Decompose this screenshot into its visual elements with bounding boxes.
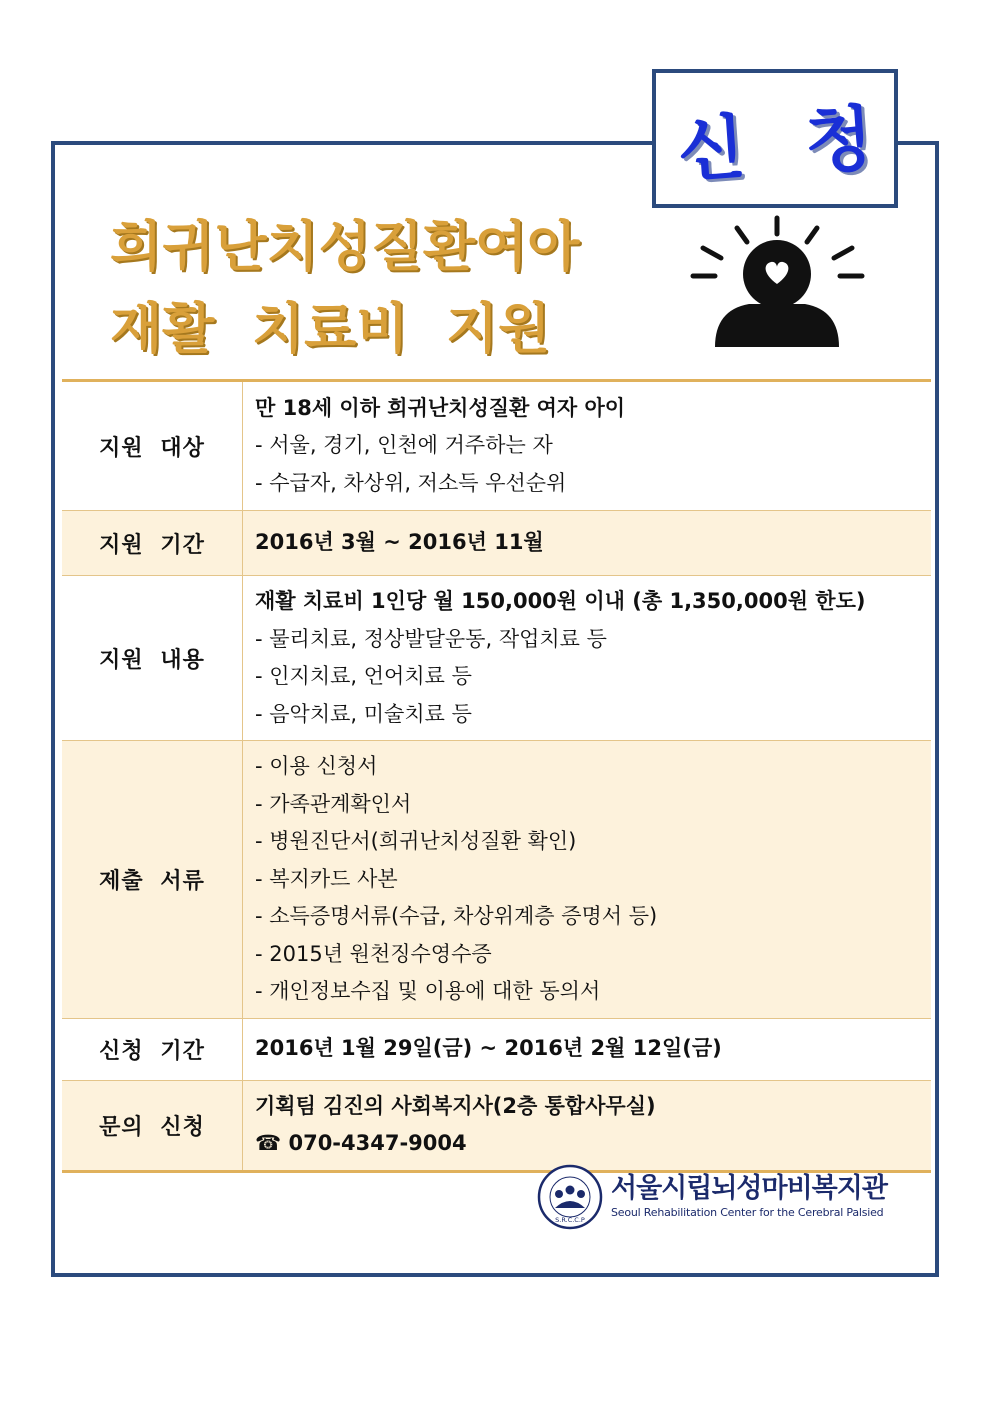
document-item: - 복지카드 사본 [255, 866, 398, 891]
organization-english-name: Seoul Rehabilitation Center for the Cerebral Palsied [611, 1206, 884, 1219]
document-item: - 가족관계확인서 [255, 791, 412, 816]
target-line: - 서울, 경기, 인천에 거주하는 자 [255, 433, 553, 458]
document-item: - 이용 신청서 [255, 754, 378, 778]
row-body-documents [243, 741, 932, 1019]
apply-period-line: 2016년 1월 29일(금) ~ 2016년 2월 12일(금) [255, 1036, 722, 1061]
row-apply-period [62, 1018, 931, 1080]
row-header-documents: 제출 서류 [62, 741, 243, 1019]
document-item: - 소득증명서류(수급, 차상위계층 증명서 등) [255, 904, 658, 928]
contact-phone: ☎ 070-4347-9004 [255, 1131, 467, 1155]
row-content [62, 576, 931, 741]
row-body-contact [243, 1080, 932, 1171]
document-item: - 병원진단서(희귀난치성질환 확인) [255, 829, 577, 853]
content-line: - 음악치료, 미술치료 등 [255, 701, 472, 726]
organization-name: 서울시립뇌성마비복지관 [611, 1173, 887, 1204]
row-body-apply-period [243, 1018, 932, 1080]
row-target [62, 381, 931, 511]
row-header-contact: 문의 신청 [62, 1080, 243, 1171]
contact-person: 기획팀 김진의 사회복지사(2층 통합사무실) [255, 1093, 656, 1118]
row-body-support-period [243, 511, 932, 576]
row-contact [62, 1080, 931, 1171]
organization-emblem-icon [537, 1164, 603, 1230]
row-header-apply-period: 신청 기간 [62, 1018, 243, 1080]
poster-title [110, 205, 579, 369]
organization-logo [537, 1162, 937, 1230]
document-item: - 2015년 원천징수영수증 [255, 941, 492, 966]
row-header-support-period: 지원 기간 [62, 511, 243, 576]
stamp-label: 신 청 [674, 95, 894, 193]
content-line: - 물리치료, 정상발달운동, 작업치료 등 [255, 626, 607, 651]
row-documents [62, 741, 931, 1019]
document-item: - 개인정보수집 및 이용에 대한 동의서 [255, 979, 601, 1003]
person-heart-icon [685, 212, 870, 347]
target-line: - 수급자, 차상위, 저소득 우선순위 [255, 470, 567, 495]
apply-stamp [652, 69, 898, 208]
row-body-target [243, 381, 932, 511]
content-line: 재활 치료비 1인당 월 150,000원 이내 (총 1,350,000원 한도) [255, 589, 866, 613]
row-support-period [62, 511, 931, 576]
target-line: 만 18세 이하 희귀난치성질환 여자 아이 [255, 395, 626, 420]
row-header-content: 지원 내용 [62, 576, 243, 741]
info-table [62, 379, 931, 1173]
title-line-1: 희귀난치성질환여아 [110, 214, 580, 278]
content-line: - 인지치료, 언어치료 등 [255, 664, 472, 688]
emblem-text: S.R.C.C.P [555, 1216, 585, 1224]
row-header-target: 지원 대상 [62, 381, 243, 511]
row-body-content [243, 576, 932, 741]
support-period-line: 2016년 3월 ~ 2016년 11월 [255, 530, 544, 555]
title-line-2: 재활 치료비 지원 [110, 296, 551, 360]
